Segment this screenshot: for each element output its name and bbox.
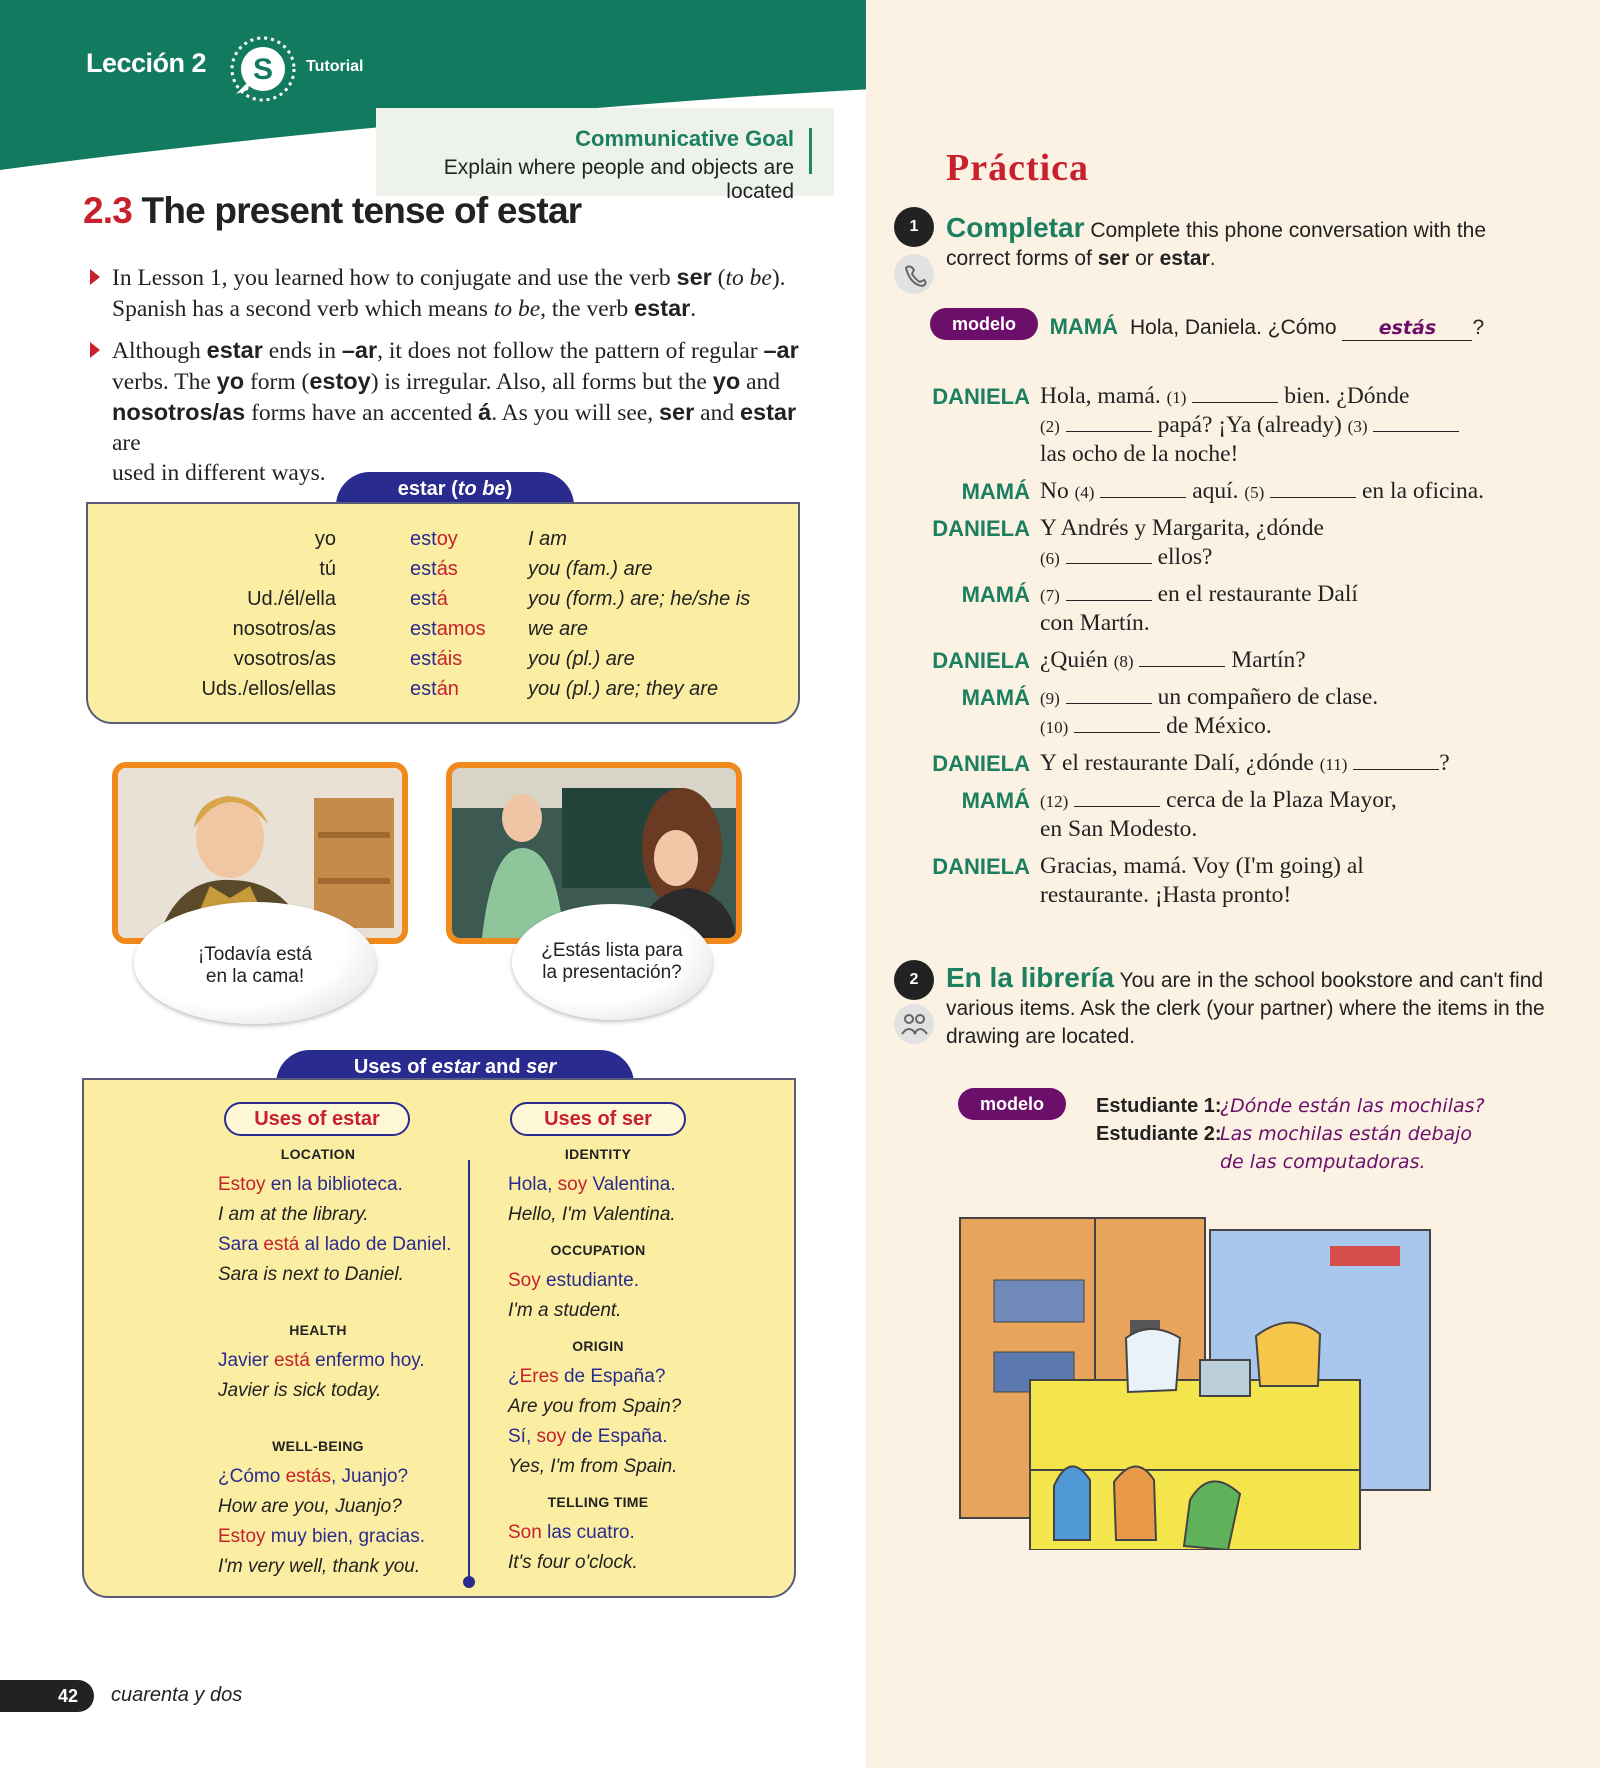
blank-number: (4): [1074, 483, 1095, 502]
dialogue-text: restaurante. ¡Hasta pronto!: [1040, 882, 1292, 908]
stem: est: [410, 648, 437, 670]
tab-text: and: [479, 1056, 527, 1078]
text: . As you will see,: [491, 400, 659, 426]
student-1-label: Estudiante 1:: [1096, 1095, 1222, 1117]
bookstore-drawing: [950, 1210, 1440, 1550]
activity-1-number: 1: [894, 207, 934, 247]
dialogue-line: [1040, 543, 1212, 573]
blank-number: (9): [1040, 689, 1060, 708]
dialogue-line: [1040, 786, 1397, 816]
phone-conversation-icon: [894, 254, 934, 294]
example-spanish: [218, 1170, 488, 1200]
verb: Eres: [519, 1366, 559, 1387]
bullet-2: [90, 335, 810, 488]
dialogue-text: las ocho de la noche!: [1040, 441, 1239, 467]
text: en la biblioteca.: [265, 1174, 403, 1195]
text: In Lesson 1, you learned how to conjugate and use the verb: [112, 265, 677, 291]
dialogue-speaker: DANIELA: [932, 516, 1030, 541]
student-2-answer: Las mochilas están debajo: [1220, 1123, 1473, 1145]
blank-number: (11): [1319, 755, 1348, 774]
example-spanish: [218, 1522, 488, 1552]
answer-blank[interactable]: [1139, 649, 1225, 667]
modelo-speaker: MAMÁ: [1049, 314, 1118, 339]
dialogue-text: aquí.: [1186, 478, 1245, 504]
table-row: [88, 558, 798, 588]
instruction-text: drawing are located.: [946, 1025, 1136, 1048]
text: , Juanjo?: [331, 1466, 409, 1487]
verb-form: [410, 648, 462, 671]
dialogue-text: en el restaurante Dalí: [1151, 581, 1358, 607]
example-spanish: [218, 1230, 488, 1260]
communicative-goal-box: [376, 108, 834, 203]
example-spanish: [508, 1362, 778, 1392]
text: are: [112, 430, 141, 456]
category-occupation: OCCUPATION: [550, 1242, 646, 1258]
pair-work-icon: [894, 1004, 934, 1044]
verb-form: [410, 558, 458, 581]
text: form (: [244, 369, 310, 395]
example-spanish: [508, 1422, 778, 1452]
answer-blank[interactable]: [1100, 480, 1186, 498]
student-2-answer: de las computadoras.: [1220, 1151, 1426, 1173]
dialogue-speaker: DANIELA: [932, 384, 1030, 409]
bubble-line: ¡Todavía está: [197, 944, 313, 965]
dialogue-speaker: MAMÁ: [961, 685, 1030, 710]
dialogue-speaker: DANIELA: [932, 648, 1030, 673]
uses-of-estar-and-ser-box: [82, 1078, 796, 1598]
category-well-being: WELL-BEING: [272, 1438, 364, 1454]
bubble-line: ¿Estás lista para: [541, 940, 683, 961]
svg-text:S: S: [252, 53, 274, 86]
pronoun: vosotros/as: [233, 648, 336, 670]
answer-blank[interactable]: [1074, 715, 1160, 733]
instruction-text: correct forms of: [946, 247, 1098, 270]
text: al lado de Daniel.: [299, 1234, 452, 1255]
estar-conjugation-table: [86, 502, 800, 724]
example-english: Yes, I'm from Spain.: [508, 1456, 678, 1477]
verb: soy: [536, 1426, 567, 1447]
dialogue-line: [1040, 609, 1150, 638]
blank-number: (7): [1040, 586, 1060, 605]
dialogue-line: [1040, 683, 1378, 713]
goal-bar: [809, 128, 812, 174]
bubble-line: la presentación?: [542, 962, 682, 983]
ending: –ar: [341, 337, 378, 363]
text: (: [711, 265, 726, 291]
verb: Soy: [508, 1270, 541, 1291]
text: ) is irregular. Also, all forms but the: [370, 369, 713, 395]
text: verbs. The: [112, 369, 217, 395]
tab-verb: ser: [526, 1056, 557, 1078]
dialogue-text: con Martín.: [1040, 610, 1150, 636]
stem: est: [410, 618, 437, 640]
verb-form: [410, 528, 458, 551]
stem: est: [410, 588, 437, 610]
verb: estar: [634, 295, 691, 321]
pronoun: nosotros/as: [232, 618, 336, 640]
ending: áis: [436, 648, 463, 670]
example-english: Hello, I'm Valentina.: [508, 1204, 676, 1225]
instruction-text: or: [1129, 247, 1160, 270]
estar-uses-column: [218, 1146, 488, 1582]
dialogue-text: bien. ¿Dónde: [1278, 383, 1410, 409]
category-identity: IDENTITY: [564, 1146, 632, 1162]
text: .: [690, 296, 697, 322]
text: and: [740, 369, 780, 395]
verb: yo: [712, 368, 741, 394]
answer-blank[interactable]: [1270, 480, 1356, 498]
verb: ser: [1097, 247, 1130, 270]
answer-blank[interactable]: [1373, 414, 1459, 432]
dialogue-line: [1040, 514, 1324, 543]
answer-blank[interactable]: [1066, 546, 1152, 564]
category-location: LOCATION: [280, 1146, 356, 1162]
table-row: [88, 528, 798, 558]
dialogue-line: [1040, 646, 1306, 676]
verb: estar: [206, 337, 263, 363]
answer-blank[interactable]: [1066, 414, 1152, 432]
speech-bubble-2: [512, 904, 712, 1020]
dialogue-text: Y Andrés y Margarita, ¿dónde: [1040, 515, 1324, 541]
pill-verb: ser: [621, 1108, 652, 1130]
dialogue-text: en San Modesto.: [1040, 816, 1198, 842]
translation: you (pl.) are: [528, 648, 635, 670]
example-english: I am at the library.: [218, 1204, 369, 1225]
dialogue-line: [1040, 852, 1364, 881]
example-spanish: [508, 1170, 778, 1200]
section-title: [83, 190, 581, 232]
speech-bubble-1: [134, 902, 376, 1024]
table-row: [88, 678, 798, 708]
pill-text: Uses of: [544, 1108, 622, 1130]
verb: estar: [1159, 247, 1210, 270]
verb: ser: [676, 264, 712, 290]
page-number-words: cuarenta y dos: [111, 1684, 243, 1706]
translation: you (pl.) are; they are: [528, 678, 719, 700]
modelo-text: ?: [1472, 316, 1485, 339]
dialogue-text: ellos?: [1151, 544, 1213, 570]
tab-text: Uses of: [353, 1056, 432, 1078]
text: las cuatro.: [541, 1522, 635, 1543]
dialogue-text: ?: [1439, 750, 1450, 776]
dialogue-text: ¿Quién: [1040, 647, 1114, 673]
dialogue-line: [1040, 580, 1358, 610]
category-health: HEALTH: [289, 1322, 347, 1338]
stem: est: [410, 528, 437, 550]
activity-2-number: 2: [894, 960, 934, 1000]
dialogue-text: en la oficina.: [1356, 478, 1484, 504]
example-english: Are you from Spain?: [508, 1396, 682, 1417]
text: estudiante.: [540, 1270, 639, 1291]
pronoun: tú: [319, 558, 336, 580]
dialogue-line: [1040, 440, 1238, 469]
text: enfermo hoy.: [309, 1350, 425, 1371]
example-spanish: [508, 1266, 778, 1296]
example-spanish: [218, 1462, 488, 1492]
dialogue-text: un compañero de clase.: [1151, 684, 1379, 710]
translation: we are: [528, 618, 589, 640]
dialogue-text: Gracias, mamá. Voy (I'm going) al: [1040, 853, 1364, 879]
gloss: to be: [493, 296, 541, 322]
modelo-exchange: [1220, 1092, 1485, 1176]
dialogue-text: Y el restaurante Dalí, ¿dónde: [1040, 750, 1320, 776]
instruction-text: .: [1209, 247, 1216, 270]
bubble-line: en la cama!: [205, 966, 305, 987]
dialogue-line: [1040, 712, 1272, 742]
tab-verb: estar: [431, 1056, 480, 1078]
verb: estoy: [309, 368, 371, 394]
answer-blank[interactable]: [1192, 385, 1278, 403]
text: Sara: [218, 1234, 264, 1255]
verb: está: [263, 1234, 300, 1255]
answer-blank[interactable]: [1066, 583, 1152, 601]
example-english: How are you, Juanjo?: [218, 1496, 402, 1517]
ending: oy: [436, 528, 458, 550]
dialogue-line: [1040, 881, 1291, 910]
table-row: [88, 648, 798, 678]
lesson-label: Lección 2: [86, 48, 207, 78]
example-spanish: [218, 1346, 488, 1376]
modelo-sentence: [1130, 316, 1484, 341]
example-spanish: [508, 1518, 778, 1548]
dialogue-speaker: MAMÁ: [961, 788, 1030, 813]
text: ¿Cómo: [218, 1466, 286, 1487]
answer-blank[interactable]: [1353, 752, 1439, 770]
verb: estás: [285, 1466, 331, 1487]
verb: Estoy: [218, 1174, 266, 1195]
blank-number: (6): [1040, 549, 1060, 568]
instruction-text: various items. Ask the clerk (your partner) where the items in the: [946, 997, 1545, 1020]
ending: án: [436, 678, 459, 700]
dialogue-text: cerca de la Plaza Mayor,: [1160, 787, 1397, 813]
activity-2-heading: En la librería: [946, 962, 1115, 993]
modelo-answer-blank: [1342, 316, 1472, 341]
text: muy bien, gracias.: [265, 1526, 425, 1547]
modelo-badge-2: modelo: [958, 1088, 1066, 1120]
activity-2-instructions: [946, 964, 1576, 1051]
dialogue-speaker: DANIELA: [932, 751, 1030, 776]
verb-form: [410, 678, 459, 701]
verb: nosotros/as: [112, 399, 246, 425]
text: Although: [112, 338, 207, 364]
modelo-text: Hola, Daniela. ¿Cómo: [1130, 316, 1337, 339]
gloss: to be: [725, 265, 772, 291]
text: used in different ways.: [112, 460, 326, 486]
dialogue-text: papá? ¡Ya (already): [1151, 412, 1348, 438]
dialogue-text: Hola, mamá.: [1040, 383, 1167, 409]
accent: á: [478, 399, 492, 425]
blank-number: (12): [1040, 792, 1069, 811]
dialogue-speaker: MAMÁ: [961, 582, 1030, 607]
translation: I am: [528, 528, 567, 550]
text: de España?: [558, 1366, 666, 1387]
activity-1-instructions: [946, 214, 1546, 273]
instruction-text: You are in the school bookstore and can't find: [1119, 969, 1544, 992]
tutorial-label[interactable]: Tutorial: [306, 58, 364, 75]
tab-gloss: to be: [457, 478, 506, 500]
dialogue-text: Martín?: [1225, 647, 1306, 673]
table-row: [88, 588, 798, 618]
verb: Estoy: [218, 1526, 266, 1547]
example-english: I'm a student.: [508, 1300, 622, 1321]
blank-number: (5): [1244, 483, 1265, 502]
dialogue-text: de México.: [1160, 713, 1272, 739]
stem: est: [410, 678, 437, 700]
student-2-label: Estudiante 2:: [1096, 1123, 1222, 1145]
example-english: It's four o'clock.: [508, 1552, 638, 1573]
pill-text: Uses of: [254, 1108, 332, 1130]
activity-1-heading: Completar: [946, 212, 1085, 243]
blank-number: (3): [1347, 417, 1368, 436]
translation: you (form.) are; he/she is: [528, 588, 751, 610]
ending: ás: [436, 558, 458, 580]
pronoun: yo: [314, 528, 336, 550]
uses-of-estar-pill: [224, 1102, 410, 1136]
verb: está: [273, 1350, 310, 1371]
page-number: 42: [0, 1680, 94, 1712]
dialogue-line: [1040, 749, 1450, 779]
tutorial-icon[interactable]: [228, 34, 298, 104]
text: de España.: [566, 1426, 668, 1447]
dialogue-line: [1040, 382, 1409, 412]
tab-text: estar (: [397, 478, 458, 500]
dialogue-line: [1040, 477, 1484, 507]
text: ¿: [508, 1366, 520, 1387]
answer-blank[interactable]: [1074, 789, 1160, 807]
verb-form: [410, 588, 448, 611]
blank-number: (1): [1166, 388, 1187, 407]
text: Sí,: [508, 1426, 537, 1447]
text: Valentina.: [587, 1174, 676, 1195]
text: ends in: [262, 338, 342, 364]
practica-title: Práctica: [946, 147, 1090, 189]
text: , it does not follow the pattern of regular: [377, 338, 764, 364]
modelo-speakers: [1096, 1092, 1222, 1148]
dialogue-line: [1040, 411, 1459, 441]
text: and: [694, 400, 740, 426]
section-number: 2.3: [83, 190, 133, 231]
text: ).: [771, 265, 786, 291]
text: Spanish has a second verb which means: [112, 296, 494, 322]
text: forms have an accented: [245, 400, 479, 426]
dialogue-line: [1040, 815, 1197, 844]
modelo-badge-1: modelo: [930, 308, 1038, 340]
communicative-goal-text: Explain where people and objects are located: [443, 156, 794, 203]
tab-text: ): [505, 478, 513, 500]
ending: –ar: [763, 337, 799, 363]
verb: estar: [739, 399, 797, 425]
verb: ser: [658, 399, 695, 425]
blank-number: (8): [1113, 652, 1134, 671]
student-1-question: ¿Dónde están las mochilas?: [1220, 1095, 1485, 1117]
verb-form: [410, 618, 486, 641]
category-telling-time: TELLING TIME: [547, 1494, 649, 1510]
pronoun: Ud./él/ella: [247, 588, 336, 610]
modelo-answer: estás: [1378, 317, 1437, 339]
pill-verb: estar: [332, 1108, 380, 1130]
verb: soy: [557, 1174, 588, 1195]
dialogue-text: No: [1040, 478, 1075, 504]
estar-table-tab: [336, 472, 574, 506]
ser-uses-column: [508, 1146, 778, 1578]
bullet-1: [90, 262, 810, 324]
text: , the verb: [540, 296, 635, 322]
uses-of-ser-pill: [510, 1102, 686, 1136]
communicative-goal-title: Communicative Goal: [575, 126, 794, 151]
phone-dialogue: [900, 382, 1500, 942]
category-origin: ORIGIN: [572, 1338, 624, 1354]
text: Javier: [218, 1350, 274, 1371]
blank-number: (2): [1040, 417, 1060, 436]
text: Hola,: [508, 1174, 558, 1195]
pronoun: Uds./ellos/ellas: [201, 678, 336, 700]
ending: amos: [436, 618, 486, 640]
bullet-triangle-icon: [90, 269, 100, 285]
verb: yo: [216, 368, 245, 394]
blank-number: (10): [1040, 718, 1069, 737]
table-row: [88, 618, 798, 648]
answer-blank[interactable]: [1066, 686, 1152, 704]
dialogue-speaker: MAMÁ: [961, 479, 1030, 504]
instruction-text: Complete this phone conversation with the: [1090, 219, 1487, 242]
verb: Son: [508, 1522, 542, 1543]
translation: you (fam.) are: [528, 558, 653, 580]
example-english: Javier is sick today.: [218, 1380, 382, 1401]
bullet-triangle-icon: [90, 342, 100, 358]
ending: á: [436, 588, 448, 610]
dialogue-speaker: DANIELA: [932, 854, 1030, 879]
example-english: Sara is next to Daniel.: [218, 1264, 404, 1285]
example-english: I'm very well, thank you.: [218, 1556, 421, 1577]
stem: est: [410, 558, 437, 580]
section-title-text: The present tense of estar: [141, 190, 582, 231]
